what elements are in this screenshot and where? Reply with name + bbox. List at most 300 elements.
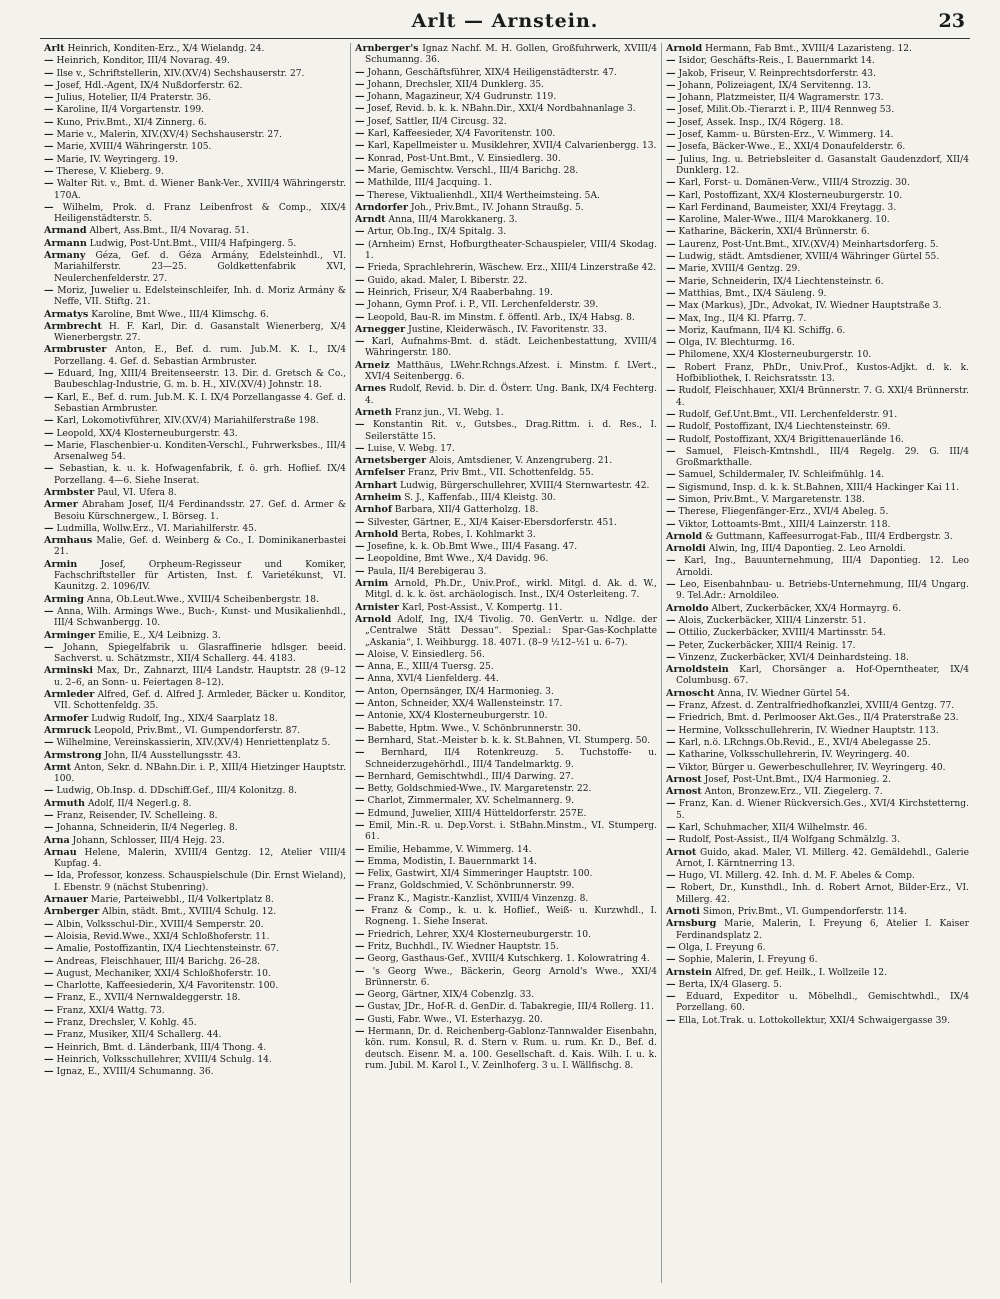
directory-entry — [355, 771, 657, 783]
entry-details: Alois, Amtsdiener, V. Anzengruberg. 21. — [429, 456, 613, 467]
entry-details: Anna, E., XIII/4 Tuersg. 25. — [367, 662, 494, 673]
directory-entry — [44, 141, 346, 153]
directory-entry — [44, 762, 346, 786]
entry-surname: — — [666, 941, 676, 953]
entry-surname: — — [666, 481, 676, 493]
directory-entry — [355, 673, 657, 685]
entry-surname: Arnoldi — [666, 543, 706, 555]
entry-surname: Arnheim — [355, 491, 402, 503]
entry-details: Wilhelm, Prok. d. Franz Leibenfrost & Comp., XIX/4 Heiligenstädterstr. 5. — [54, 202, 346, 225]
entry-surname: — — [355, 953, 365, 965]
directory-entry — [44, 55, 346, 67]
directory-entry — [666, 822, 969, 834]
entry-details: Wilhelmine, Vereinskassierin, XIV.(XV/4) Henriettenplatz 5. — [56, 738, 331, 749]
directory-entry — [44, 428, 346, 440]
entry-details: Adolf, Ing, IX/4 Tivolig. 70. GenVertr. u. Ndlge. der „Centralwe Stätt Dessau“. Spezial.: Spar-Gas-Kochplatte „Askania“, I. Weihburgg. 18. 4071. (8–9 ½12–½1 u. 6–7). — [365, 614, 657, 648]
entry-details: Ludwig, städt. Amtsdiener, XVIII/4 Währinger Gürtel 55. — [678, 252, 940, 263]
entry-details: Robert, Dr., Kunsthdl., Inh. d. Robert Arnot, Bilder-Erz., VI. Millerg. 42. — [676, 883, 969, 905]
entry-surname: — — [44, 201, 54, 213]
directory-entry — [666, 55, 969, 67]
entry-surname: — — [355, 164, 365, 176]
directory-entry — [44, 1029, 346, 1041]
entry-details: Franz, Drechsler, V. Kohlg. 45. — [56, 1018, 197, 1029]
directory-entry — [666, 725, 969, 737]
entry-details: Hermann, Fab Bmt., XVIII/4 Lazaristeng. 12. — [705, 44, 912, 54]
entry-details: Kuno, Priv.Bmt., XI/4 Zinnerg. 6. — [56, 117, 207, 128]
entry-details: Johann, Magazineur, X/4 Gudrunstr. 119. — [367, 92, 557, 103]
entry-details: Johann, Schlosser, III/4 Hejg. 23. — [72, 835, 225, 846]
entry-surname: — — [355, 807, 365, 819]
entry-details: (Arnheim) Ernst, Hofburgtheater-Schauspieler, VIII/4 Skodag. 1. — [365, 239, 657, 262]
entry-details: Franz, Kan. d. Wiener Rückversich.Ges., XVI/4 Kirchstetterng. 5. — [676, 799, 969, 821]
directory-entry — [355, 868, 657, 880]
directory-entry — [666, 177, 969, 189]
entry-details: 's Georg Wwe., Bäckerin, Georg Arnold's Wwe., XXI/4 Brünnerstr. 6. — [365, 966, 657, 988]
directory-entry — [355, 553, 657, 565]
entry-surname: — — [666, 834, 676, 846]
directory-entry — [355, 893, 657, 905]
entry-surname: — — [44, 153, 54, 165]
entry-surname: — — [44, 92, 54, 104]
entry-surname: — — [44, 55, 54, 67]
entry-surname: Arnoti — [666, 906, 700, 918]
entry-details: Franz K., Magistr.-Kanzlist, XVIII/4 Vinzenzg. 8. — [367, 893, 589, 904]
entry-surname: Arnsburg — [666, 918, 717, 930]
directory-entry — [44, 689, 346, 713]
entry-surname: — — [666, 991, 676, 1003]
entry-surname: — — [666, 421, 676, 433]
directory-entry — [666, 519, 969, 531]
directory-entry — [355, 455, 657, 467]
columns-container — [40, 43, 975, 1283]
entry-details: Albin, Volksschul-Dir., XVIII/4 Semperstr. 20. — [56, 919, 264, 930]
directory-entry — [355, 880, 657, 892]
directory-entry — [355, 966, 657, 990]
directory-entry — [44, 309, 346, 321]
entry-details: Silvester, Gärtner, E., XI/4 Kaiser-Ebersdorferstr. 451. — [367, 517, 617, 528]
directory-entry — [44, 713, 346, 725]
entry-details: John, II/4 Ausstellungsstr. 43. — [104, 750, 241, 761]
entry-surname: Armleder — [44, 689, 95, 701]
entry-details: Karl, Ing., Bauunternehmung, III/4 Dapontieg. 12. Leo Arnoldi. — [676, 556, 969, 578]
directory-entry — [666, 251, 969, 263]
directory-entry — [666, 300, 969, 312]
entry-surname: — — [666, 287, 676, 299]
entry-surname: Arnim — [355, 578, 389, 590]
directory-entry — [666, 615, 969, 627]
entry-surname: — — [355, 1001, 365, 1013]
directory-entry — [355, 941, 657, 953]
directory-entry — [666, 555, 969, 579]
directory-entry — [666, 129, 969, 141]
directory-entry — [666, 847, 969, 871]
entry-surname: — — [44, 427, 54, 439]
entry-details: Alois, Zuckerbäcker, XIII/4 Linzerstr. 51. — [678, 615, 866, 626]
directory-entry — [44, 499, 346, 523]
entry-details: Marie, XVIII/4 Währingerstr. 105. — [56, 142, 212, 153]
directory-entry — [44, 154, 346, 166]
entry-details: Karl, Lokomotivführer, XIV.(XV/4) Mariahilferstraße 198. — [56, 416, 319, 427]
directory-entry — [355, 698, 657, 710]
directory-entry — [666, 688, 969, 700]
entry-surname: — — [44, 785, 54, 797]
directory-entry — [666, 870, 969, 882]
directory-entry — [355, 856, 657, 868]
directory-entry — [666, 991, 969, 1015]
entry-details: Anna, IV. Wiedner Gürtel 54. — [717, 688, 850, 699]
entry-surname: — — [666, 506, 676, 518]
entry-details: & Guttmann, Kaffeesurrogat-Fab., III/4 Erdbergstr. 3. — [705, 531, 953, 542]
directory-entry — [44, 129, 346, 141]
entry-surname: — — [355, 661, 365, 673]
directory-entry — [355, 443, 657, 455]
directory-entry — [355, 165, 657, 177]
entry-details: Katharine, Volksschullehrerin, IV. Weyringerg. 40. — [678, 750, 910, 761]
entry-details: Eduard, Ing, XIII/4 Breitenseerstr. 13. Dir. d. Gretsch & Co., Baubeschlag-Industrie, G. m. b. H., XIV.(XV/4) Johnstr. 18. — [54, 369, 346, 391]
entry-surname: — — [666, 639, 676, 651]
directory-entry — [355, 214, 657, 226]
entry-details: Josef, Milit.Ob.-Tierarzt i. P., III/4 Rennweg 53. — [678, 105, 895, 116]
entry-details: Betty, Goldschmied-Wwe., IV. Margaretenstr. 22. — [367, 784, 592, 795]
directory-entry — [355, 661, 657, 673]
directory-entry — [666, 942, 969, 954]
directory-entry — [355, 1001, 657, 1013]
entry-details: Ignaz, E., XVIII/4 Schumanng. 36. — [56, 1067, 214, 1078]
directory-entry — [666, 104, 969, 116]
entry-details: Viktor, Lottoamts-Bmt., XIII/4 Lainzerstr. 118. — [678, 519, 891, 530]
entry-details: Marie, Schneiderin, IX/4 Liechtensteinstr. 6. — [678, 276, 884, 287]
entry-details: Ludwig, Post-Unt.Bmt., VIII/4 Hafpingerg. 5. — [89, 238, 297, 249]
directory-entry — [666, 117, 969, 129]
directory-entry — [666, 421, 969, 433]
entry-details: Anton, Sekr. d. NBahn.Dir. i. P., XIII/4 Hietzinger Hauptstr. 100. — [54, 762, 346, 785]
column-3 — [662, 43, 973, 1283]
entry-details: Charlot, Zimmermaler, XV. Schelmannerg. 9. — [367, 796, 575, 807]
directory-entry — [666, 349, 969, 361]
entry-surname: — — [666, 518, 676, 530]
entry-surname: — — [666, 189, 676, 201]
entry-surname: — — [44, 129, 54, 141]
entry-surname: Arming — [44, 593, 84, 605]
entry-details: Ella, Lot.Trak. u. Lottokollektur, XXI/4 Schwaigergasse 39. — [678, 1015, 951, 1026]
directory-entry — [44, 943, 346, 955]
directory-entry — [666, 313, 969, 325]
directory-entry — [44, 665, 346, 689]
entry-details: Mathilde, III/4 Jacquing. 1. — [367, 178, 492, 189]
entry-details: Samuel, Schildermaler, IV. Schleifmühlg. 14. — [678, 470, 885, 481]
entry-surname: — — [355, 103, 365, 115]
entry-details: Konstantin Rit. v., Gutsbes., Drag.Rittm. i. d. Res., I. Seilerstätte 15. — [365, 420, 657, 442]
entry-surname: — — [666, 700, 676, 712]
entry-details: Leo, Eisenbahnbau- u. Betriebs-Unternehmung, III/4 Ungarg. 9. Tel.Adr.: Arnoldileo. — [676, 580, 969, 602]
entry-surname: — — [666, 469, 676, 481]
entry-details: Rudolf, Postoffizant, IX/4 Liechtensteinstr. 69. — [678, 422, 891, 433]
directory-entry — [44, 919, 346, 931]
entry-surname: — — [666, 337, 676, 349]
page-number: 23 — [938, 10, 965, 32]
directory-entry — [666, 1015, 969, 1027]
directory-entry — [44, 487, 346, 499]
entry-surname: — — [666, 226, 676, 238]
directory-entry — [355, 783, 657, 795]
entry-surname: — — [666, 275, 676, 287]
entry-surname: Arna — [44, 834, 70, 846]
entry-surname: — — [44, 463, 54, 475]
entry-surname: — — [355, 892, 365, 904]
entry-details: Friedrich, Bmt. d. Perlmooser Akt.Ges., II/4 Praterstraße 23. — [678, 713, 959, 724]
entry-details: Marie, IV. Weyringerg. 19. — [56, 154, 178, 165]
entry-surname: — — [355, 541, 365, 553]
entry-details: Georg, Gasthaus-Gef., XVIII/4 Kutschkerg. 1. Kolowratring 4. — [367, 954, 650, 965]
entry-details: Aloisia, Revid.Wwe., XXI/4 Schloßhoferstr. 11. — [56, 931, 270, 942]
entry-details: Antonie, XX/4 Klosterneuburgerstr. 10. — [367, 711, 548, 722]
entry-details: Marie v., Malerin, XIV.(XV/4) Sechshauserstr. 27. — [56, 130, 282, 141]
directory-entry — [666, 288, 969, 300]
directory-entry — [666, 627, 969, 639]
entry-details: Laurenz, Post-Unt.Bmt., XIV.(XV/4) Meinhartsdorferg. 5. — [678, 239, 939, 250]
entry-surname: — — [44, 1066, 54, 1078]
entry-details: Josef, Revid. b. k. k. NBahn.Dir., XXI/4 Nordbahnanlage 3. — [367, 104, 636, 115]
entry-surname: — — [355, 140, 365, 152]
directory-entry — [44, 80, 346, 92]
directory-entry — [355, 504, 657, 516]
entry-surname: — — [355, 1026, 365, 1038]
entry-surname: — — [666, 724, 676, 736]
entry-details: Felix, Gastwirt, XI/4 Simmeringer Hauptstr. 100. — [367, 869, 593, 880]
directory-entry — [44, 737, 346, 749]
entry-surname: — — [44, 967, 54, 979]
entry-surname: Arndt — [355, 214, 386, 226]
entry-surname: Arnberger's — [355, 43, 419, 54]
page-header — [40, 10, 970, 40]
entry-surname: — — [355, 820, 365, 831]
entry-surname: — — [355, 928, 365, 940]
entry-details: Amalie, Postoffizantin, IX/4 Liechtensteinstr. 67. — [56, 944, 280, 955]
directory-entry — [44, 178, 346, 202]
entry-surname: Arnost — [666, 786, 702, 798]
entry-details: Franz, Reisender, IV. Schelleing. 8. — [56, 811, 218, 821]
directory-entry — [666, 68, 969, 80]
entry-surname: — — [44, 918, 54, 930]
directory-entry — [355, 91, 657, 103]
entry-details: Frieda, Sprachlehrerin, Wäschew. Erz., XIII/4 Linzerstraße 42. — [367, 263, 657, 274]
entry-surname: — — [355, 91, 365, 103]
entry-surname: — — [355, 262, 365, 274]
directory-entry — [44, 1066, 346, 1078]
entry-details: Rudolf, Fleischhauer, XXI/4 Brünnerstr. 7. G. XXI/4 Brünnerstr. 4. — [676, 386, 969, 408]
directory-entry — [355, 467, 657, 479]
entry-surname: Armstrong — [44, 749, 102, 761]
directory-entry — [44, 285, 346, 309]
entry-details: Fritz, Buchhdl., IV. Wiedner Hauptstr. 15. — [367, 941, 559, 952]
entry-details: Max, Ing., II/4 Kl. Pfarrg. 7. — [678, 313, 807, 324]
directory-entry — [44, 725, 346, 737]
entry-details: Berta, Robes, I. Kohlmarkt 3. — [401, 529, 536, 540]
entry-surname: — — [666, 408, 676, 420]
directory-entry — [666, 226, 969, 238]
entry-details: Josef, Orpheum-Regisseur und Komiker, Fachschriftsteller für Artisten, Inst. f. Varietékunst, VI. Kaunitzg. 2. 1096/IV. — [54, 559, 346, 593]
entry-details: Simon, Priv.Bmt., V. Margaretenstr. 138. — [678, 494, 865, 505]
directory-entry — [44, 1017, 346, 1029]
entry-details: Philomene, XX/4 Klosterneuburgerstr. 10. — [678, 350, 872, 361]
directory-entry — [355, 541, 657, 553]
directory-entry — [44, 594, 346, 606]
entry-surname: Arnegger — [355, 323, 406, 335]
entry-surname: Arlt — [44, 43, 65, 54]
entry-details: Sigismund, Insp. d. k. k. St.Bahnen, XIII/4 Hackinger Kai 11. — [678, 482, 960, 493]
entry-details: Johann, Spiegelfabrik u. Glasraffinerie hdlsger. beeid. Sachverst. u. Schätzmstr., XII/4 Schallerg. 44. 4183. — [54, 642, 346, 665]
entry-details: Franz, E., XVII/4 Nernwaldeggerstr. 18. — [56, 993, 241, 1004]
entry-details: Franz, Goldschmied, V. Schönbrunnerstr. 99. — [367, 881, 575, 892]
entry-details: Géza, Gef. d. Géza Armány, Edelsteinhdl., VI. Mariahilferstr. 23—25. Goldkettenfabrik XVI, Neulerchenfelderstr. 27. — [54, 251, 346, 284]
directory-entry — [355, 287, 657, 299]
entry-surname: — — [355, 965, 365, 977]
directory-entry — [44, 523, 346, 535]
entry-details: Sebastian, k. u. k. Hofwagenfabrik, f. ö. grh. Hoflief. IX/4 Porzellang. 4—6. Siehe Inserat. — [54, 464, 346, 486]
entry-details: Hermann, Dr. d. Reichenberg-Gablonz-Tannwalder Eisenbahn, kön. rum. Konsul, R. d. Stern v. Rum. u. rum. Kr. D., Bef. d. deutsch. Eisenr. M. a. 100. Gesellschaft. d. Kais. Wilh. I. u. k. rum. Jubil. M. Karol I., V. Zeinlhoferg. 3 u. I. Wällfischg. 8. — [365, 1027, 657, 1071]
entry-surname: — — [355, 565, 365, 577]
entry-surname: — — [666, 55, 676, 67]
entry-surname: — — [44, 605, 54, 617]
directory-entry — [44, 250, 346, 285]
entry-surname: Arnstein — [666, 966, 713, 978]
entry-surname: — — [44, 368, 54, 380]
entry-surname: Arnoscht — [666, 687, 715, 699]
directory-entry — [355, 929, 657, 941]
entry-surname: — — [44, 822, 54, 834]
directory-entry — [355, 407, 657, 419]
directory-entry — [666, 276, 969, 288]
entry-details: Heinrich, Bmt. d. Länderbank, III/4 Thong. 4. — [56, 1042, 267, 1053]
directory-entry — [355, 336, 657, 360]
entry-details: Josefine, k. k. Ob.Bmt Wwe., III/4 Fasang. 47. — [367, 542, 578, 553]
entry-surname: — — [666, 177, 676, 189]
entry-surname: — — [44, 955, 54, 967]
entry-details: Heinrich, Friseur, X/4 Raaberbahng. 19. — [367, 287, 553, 298]
entry-surname: — — [666, 1014, 676, 1026]
entry-surname: Arneiz — [355, 359, 390, 371]
entry-details: Karl, Forst- u. Domänen-Verw., VIII/4 Strozzig. 30. — [678, 178, 910, 189]
entry-details: Anton, E., Bef. d. rum. Jub.M. K. I., IX/4 Porzellang. 4. Gef. d. Sebastian Armbruster. — [54, 345, 346, 367]
entry-details: Malie, Gef. d. Weinberg & Co., I. Dominikanerbastei 21. — [54, 536, 346, 558]
directory-entry — [666, 434, 969, 446]
entry-surname: Armt — [44, 761, 72, 773]
directory-entry — [44, 238, 346, 250]
entry-surname: — — [355, 843, 365, 855]
entry-details: Arnold, Ph.Dr., Univ.Prof., wirkl. Mitgl. d. Ak. d. W., Mitgl. d. k. k. öst. archäologisch. Inst., IX/4 Osterleiteng. 7. — [365, 579, 657, 601]
directory-entry — [44, 440, 346, 464]
entry-details: Franz, Afzest. d. Zentralfriedhofkanzlei, XVIII/4 Gentzg. 77. — [678, 701, 955, 712]
directory-entry — [355, 710, 657, 722]
directory-entry — [355, 312, 657, 324]
entry-surname: — — [355, 648, 365, 660]
entry-surname: Armruck — [44, 724, 92, 736]
directory-entry — [666, 494, 969, 506]
directory-entry — [666, 906, 969, 918]
entry-details: Karl, Postoffizant, XX/4 Klosterneuburgerstr. 10. — [678, 190, 903, 201]
entry-surname: Arminger — [44, 629, 96, 641]
entry-surname: — — [355, 128, 365, 140]
directory-entry — [666, 774, 969, 786]
entry-surname: Arnost — [666, 773, 702, 785]
entry-details: Albin, städt. Bmt., XVIII/4 Schulg. 12. — [102, 907, 277, 918]
entry-details: Julius, Hotelier, II/4 Praterstr. 36. — [56, 93, 211, 104]
entry-details: Charlotte, Kaffeesiederin, X/4 Favoritenstr. 100. — [56, 981, 279, 992]
directory-entry — [666, 712, 969, 724]
directory-entry — [44, 68, 346, 80]
entry-details: Heinrich, Volksschullehrer, XVIII/4 Schulg. 14. — [56, 1054, 272, 1065]
directory-entry — [44, 463, 346, 487]
entry-details: Karoline, Maler-Wwe., III/4 Marokkanerg. 10. — [678, 215, 890, 226]
entry-details: Marie, Gemischtw. Verschl., III/4 Barichg. 28. — [367, 165, 579, 176]
entry-surname: — — [666, 712, 676, 724]
directory-entry — [355, 153, 657, 165]
running-title: Arlt — Arnstein. — [411, 10, 599, 32]
entry-surname: Arndorfer — [355, 201, 408, 213]
entry-surname: — — [666, 238, 676, 250]
entry-surname: — — [355, 286, 365, 298]
entry-surname: Arneth — [355, 406, 392, 418]
entry-surname: — — [44, 1004, 54, 1016]
directory-entry — [666, 43, 969, 55]
directory-entry — [355, 517, 657, 529]
directory-entry — [666, 190, 969, 202]
directory-entry — [355, 602, 657, 614]
directory-entry — [666, 762, 969, 774]
entry-details: Sophie, Malerin, I. Freyung 6. — [678, 955, 818, 966]
entry-surname: — — [666, 361, 676, 373]
entry-surname: — — [666, 104, 676, 116]
entry-surname: — — [355, 419, 365, 431]
entry-details: Edmund, Juwelier, XIII/4 Hütteldorferstr. 257E. — [367, 808, 587, 819]
entry-details: Isidor, Geschäfts-Reis., I. Bauernmarkt 14. — [678, 56, 875, 67]
entry-surname: — — [666, 433, 676, 445]
entry-surname: — — [44, 391, 54, 403]
entry-surname: — — [666, 349, 676, 361]
entry-details: Karl Ferdinand, Baumeister, XXI/4 Freytagg. 3. — [678, 202, 897, 213]
entry-surname: — — [355, 152, 365, 164]
entry-surname: Arnold — [666, 43, 703, 54]
entry-details: Simon, Priv.Bmt., VI. Gumpendorferstr. 114. — [702, 907, 907, 918]
entry-details: Anton, Schneider, XX/4 Wallensteinstr. 17. — [367, 699, 563, 710]
directory-entry — [44, 535, 346, 559]
directory-entry — [355, 578, 657, 602]
entry-details: Josef, Post-Unt.Bmt., IX/4 Harmonieg. 2. — [704, 774, 891, 785]
entry-surname: — — [666, 385, 676, 397]
entry-details: Josef, Sattler, II/4 Circusg. 32. — [367, 116, 507, 127]
directory-entry — [666, 737, 969, 749]
entry-details: Karl, Schuhmacher, XII/4 Wilhelmstr. 46. — [678, 823, 868, 833]
entry-surname: — — [666, 614, 676, 626]
entry-surname: — — [44, 79, 54, 91]
entry-details: Eduard, Expeditor u. Möbelhdl., Gemischtwhdl., IX/4 Porzellang. 60. — [676, 992, 969, 1014]
entry-details: Anton, Opernsänger, IX/4 Harmonieg. 3. — [367, 686, 554, 697]
entry-surname: Arnau — [44, 846, 77, 858]
entry-surname: — — [355, 747, 365, 759]
entry-details: Josefa, Bäcker-Wwe., E., XXI/4 Donaufelderstr. 6. — [678, 142, 906, 153]
entry-details: Johann, Platzmeister, II/4 Wagramerstr. 173. — [678, 93, 884, 104]
entry-details: Johann, Geschäftsführer, XIX/4 Heiligenstädterstr. 47. — [367, 67, 617, 78]
entry-surname: — — [355, 734, 365, 746]
directory-entry — [666, 882, 969, 906]
entry-details: Paul, VI. Ufera 8. — [97, 487, 177, 498]
entry-surname: Arnot — [666, 846, 697, 858]
directory-entry — [44, 1005, 346, 1017]
entry-surname: — — [44, 415, 54, 427]
directory-entry — [666, 506, 969, 518]
directory-entry — [355, 116, 657, 128]
directory-entry — [44, 931, 346, 943]
